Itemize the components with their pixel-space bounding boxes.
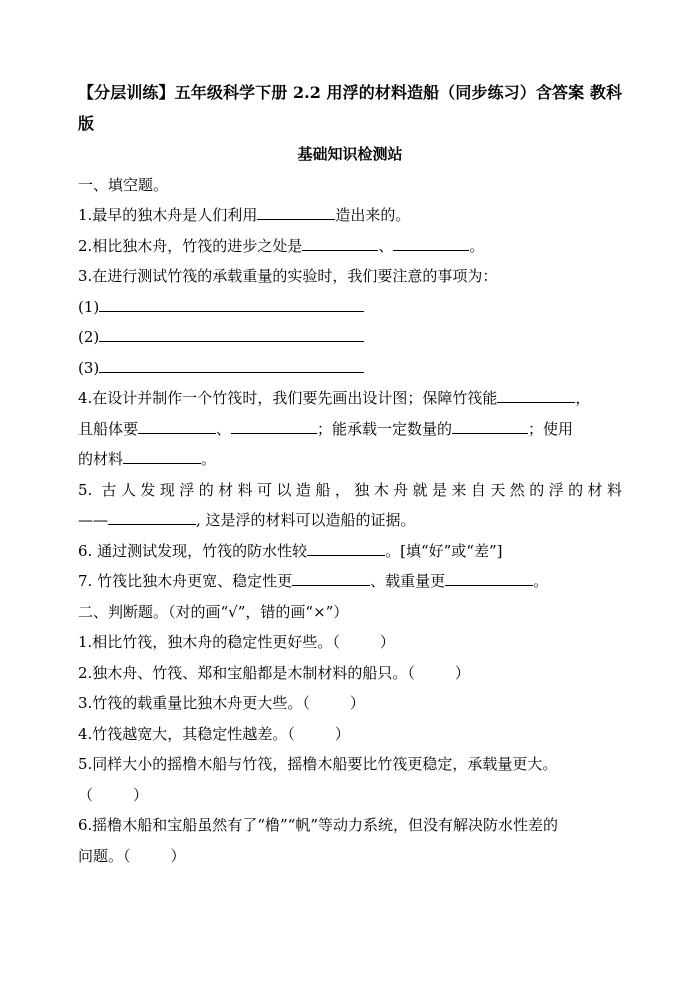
fill-question-7: 7. 竹筏比独木舟更宽、稳定性更 、载重量更 。 bbox=[78, 566, 622, 597]
answer-blank[interactable] bbox=[108, 508, 196, 525]
answer-blank[interactable] bbox=[307, 539, 385, 556]
section-subtitle: 基础知识检测站 bbox=[297, 145, 403, 163]
answer-line[interactable] bbox=[99, 295, 364, 312]
answer-blank[interactable] bbox=[231, 417, 317, 434]
fill-question-4-line-1: 4.在设计并制作一个竹筏时，我们要先画出设计图；保障竹筏能 ， bbox=[78, 383, 622, 414]
answer-blank[interactable] bbox=[302, 234, 378, 251]
q3-item-2: (2) bbox=[78, 322, 622, 353]
title-line-1: 【分层训练】五年级科学下册 2.2 用浮的材料造船（同步练习）含答案 教科 bbox=[78, 83, 622, 102]
q3-item-1: (1) bbox=[78, 292, 622, 323]
answer-line[interactable] bbox=[99, 356, 364, 373]
judge-question-2: 2.独木舟、竹筏、郑和宝船都是木制材料的船只。（ ） bbox=[78, 663, 470, 682]
fill-question-3: 3.在进行测试竹筏的承载重量的实验时，我们要注意的事项为： bbox=[78, 267, 498, 285]
q3-item-3: (3) bbox=[78, 353, 622, 384]
fill-question-5-line-2: —— , 这是浮的材料可以造船的证据。 bbox=[78, 505, 622, 536]
answer-blank[interactable] bbox=[292, 569, 370, 586]
answer-line[interactable] bbox=[99, 325, 364, 342]
judge-question-6-line-1: 6.摇橹木船和宝船虽然有了“橹”“帆”等动力系统，但没有解决防水性差的 bbox=[78, 816, 558, 834]
worksheet-page bbox=[78, 78, 622, 871]
fill-question-6: 6. 通过测试发现，竹筏的防水性较 。[填“好”或“差”] bbox=[78, 536, 622, 567]
judge-question-4: 4.竹筏越宽大，其稳定性越差。（ ） bbox=[78, 724, 350, 743]
judge-question-5: 5.同样大小的摇橹木船与竹筏，摇橹木船要比竹筏更稳定，承载量更大。 bbox=[78, 755, 558, 773]
fill-question-4-line-2: 且船体要 、 ；能承载一定数量的 ；使用 bbox=[78, 414, 622, 445]
fill-question-5-line-1: 5. 古人发现浮的材料可以造船，独木舟就是来自天然的浮的材料 bbox=[78, 480, 622, 499]
fill-question-2: 2.相比独木舟，竹筏的进步之处是 、 。 bbox=[78, 231, 622, 262]
answer-blank[interactable] bbox=[445, 569, 533, 586]
section1-heading: 一、填空题。 bbox=[78, 175, 169, 194]
title-line-2: 版 bbox=[78, 113, 95, 133]
answer-blank[interactable] bbox=[257, 203, 335, 220]
judge-question-6-line-2: 问题。（ ） bbox=[78, 846, 186, 865]
answer-blank[interactable] bbox=[393, 234, 469, 251]
judge-question-3: 3.竹筏的载重量比独木舟更大些。（ ） bbox=[78, 694, 365, 712]
fill-question-1: 1.最早的独木舟是人们利用 造出来的。 bbox=[78, 200, 622, 231]
answer-blank[interactable] bbox=[138, 417, 216, 434]
answer-blank[interactable] bbox=[452, 417, 528, 434]
fill-question-4-line-3: 的材料 。 bbox=[78, 444, 622, 475]
answer-blank[interactable] bbox=[497, 386, 575, 403]
section2-heading: 二、判断题。（对的画“√”，错的画“×”） bbox=[78, 602, 349, 621]
judge-question-1: 1.相比竹筏，独木舟的稳定性更好些。（ ） bbox=[78, 633, 395, 651]
answer-blank[interactable] bbox=[123, 447, 201, 464]
judge-question-5-answer: （ ） bbox=[78, 785, 149, 804]
